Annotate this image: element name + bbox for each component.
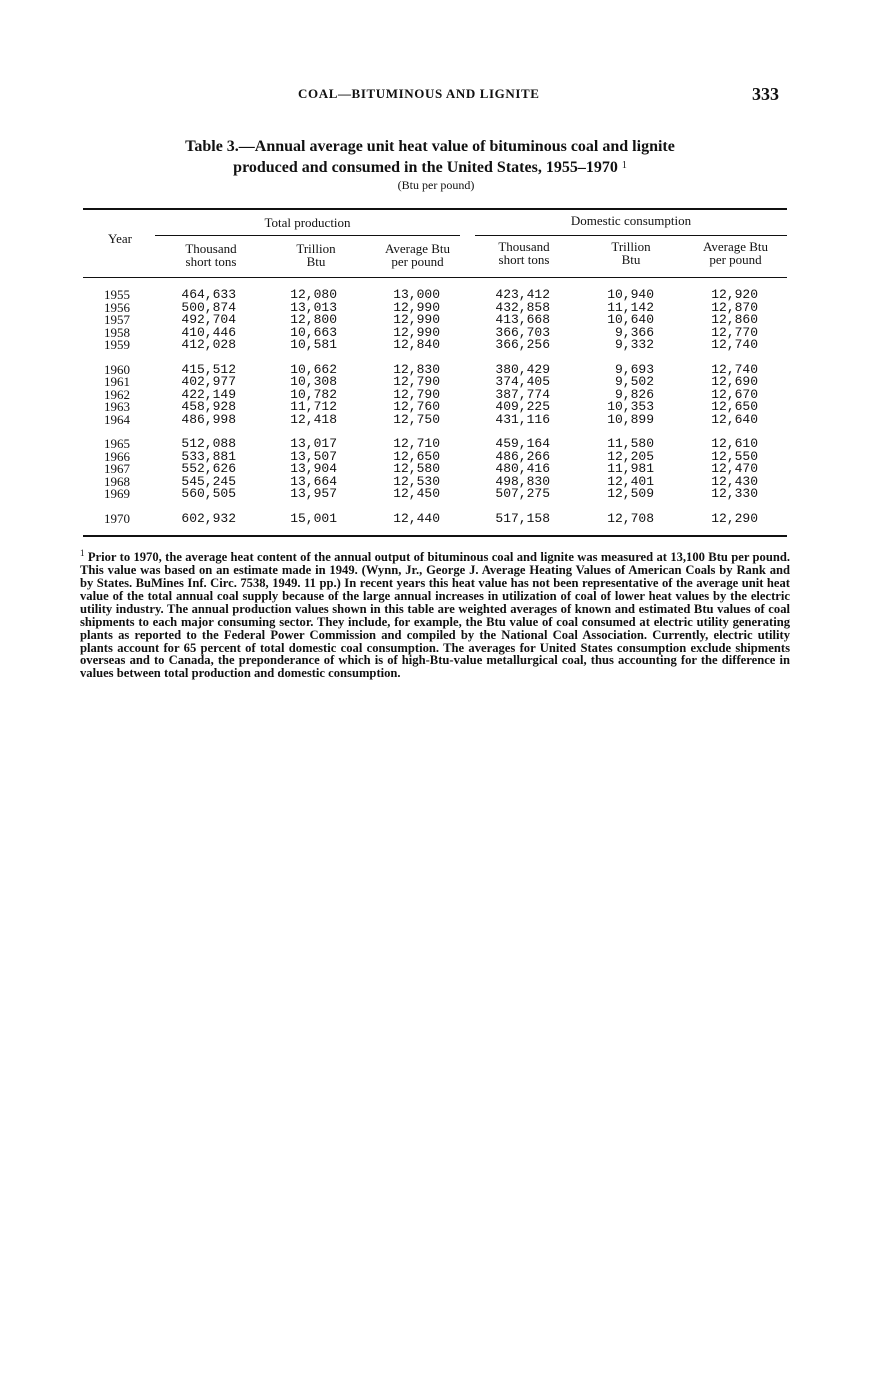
table-units: (Btu per pound) <box>397 178 475 192</box>
cell-prod-avg: 13,000 <box>393 287 440 302</box>
cell-cons-tons: 413,668 <box>495 312 550 328</box>
cell-cons-tons: 431,116 <box>495 411 550 427</box>
cell-cons-avg: 12,640 <box>711 411 758 427</box>
cell-cons-tons: 498,830 <box>495 473 550 489</box>
cell-cons-tons: 366,256 <box>495 337 550 353</box>
cell-prod-btu: 10,581 <box>290 337 337 353</box>
year-cell: 1957 <box>104 312 130 328</box>
col-header-line: per pound <box>709 252 762 267</box>
year-cell: 1965 <box>104 436 130 451</box>
cell-cons-btu: 9,693 <box>614 361 654 377</box>
cell-prod-btu: 10,662 <box>290 361 337 377</box>
cell-cons-avg: 12,740 <box>711 361 758 377</box>
cell-cons-avg: 12,690 <box>711 374 758 390</box>
cell-prod-avg: 12,790 <box>393 374 440 390</box>
col-header-cons-tons <box>478 240 570 266</box>
cell-cons-avg: 12,670 <box>711 386 758 402</box>
cell-prod-tons: 512,088 <box>181 436 236 451</box>
cell-prod-tons: 486,998 <box>181 411 236 427</box>
running-title: COAL—BITUMINOUS AND LIGNITE <box>298 86 540 101</box>
caption-line-2: produced and consumed in the United States, 1955–1970 <box>233 159 618 176</box>
year-cell: 1968 <box>104 473 130 489</box>
year-cell: 1964 <box>104 411 130 427</box>
cell-cons-btu: 12,205 <box>607 448 654 464</box>
cell-cons-btu: 11,142 <box>607 299 654 315</box>
cell-prod-avg: 12,830 <box>393 361 440 377</box>
year-cell: 1958 <box>104 324 130 340</box>
cell-cons-tons: 423,412 <box>495 287 550 302</box>
cell-cons-btu: 12,401 <box>607 473 654 489</box>
year-cell: 1970 <box>104 510 130 526</box>
cell-prod-tons: 422,149 <box>181 386 236 402</box>
col-header-line: Average Btu <box>384 241 451 256</box>
year-cell: 1967 <box>104 461 130 477</box>
cell-prod-btu: 13,664 <box>290 473 337 489</box>
col-header-line: Btu <box>306 254 326 269</box>
cell-cons-btu: 12,708 <box>607 510 654 526</box>
table-footnote <box>80 547 790 680</box>
cell-cons-btu: 12,509 <box>607 486 654 502</box>
year-cell: 1955 <box>104 287 130 302</box>
cell-prod-btu: 13,957 <box>290 486 337 502</box>
cell-prod-btu: 15,001 <box>290 510 337 526</box>
cell-cons-avg: 12,860 <box>711 312 758 328</box>
cell-cons-tons: 432,858 <box>495 299 550 315</box>
cell-cons-btu: 9,332 <box>614 337 654 353</box>
cell-prod-btu: 13,507 <box>290 448 337 464</box>
cell-prod-tons: 410,446 <box>181 324 236 340</box>
year-cell: 1956 <box>104 299 130 315</box>
caption-line-2-wrap <box>120 156 740 177</box>
cell-cons-btu: 10,353 <box>607 399 654 415</box>
cell-cons-avg: 12,290 <box>711 510 758 526</box>
year-cell: 1962 <box>104 386 130 402</box>
cell-prod-tons: 552,626 <box>181 461 236 477</box>
year-cell: 1969 <box>104 486 130 502</box>
cell-prod-avg: 12,840 <box>393 337 440 353</box>
cell-prod-avg: 12,750 <box>393 411 440 427</box>
table-caption <box>120 137 740 177</box>
cell-cons-avg: 12,610 <box>711 436 758 451</box>
cell-cons-avg: 12,740 <box>711 337 758 353</box>
cell-prod-avg: 12,710 <box>393 436 440 451</box>
total-production-underline <box>155 235 460 236</box>
cell-cons-tons: 387,774 <box>495 386 550 402</box>
cell-prod-avg: 12,990 <box>393 299 440 315</box>
year-cell: 1960 <box>104 361 130 377</box>
cell-prod-avg: 12,530 <box>393 473 440 489</box>
cell-prod-tons: 560,505 <box>181 486 236 502</box>
footnote-mark: 1 <box>80 548 85 558</box>
caption-line-1: Table 3.—Annual average unit heat value of bituminous coal and lignite <box>185 138 675 155</box>
cell-cons-avg: 12,770 <box>711 324 758 340</box>
cell-cons-tons: 517,158 <box>495 510 550 526</box>
cell-cons-btu: 9,502 <box>614 374 654 390</box>
year-cell: 1959 <box>104 337 130 353</box>
total-production-header: Total production <box>264 215 351 230</box>
year-cell: 1963 <box>104 399 130 415</box>
year-cell: 1966 <box>104 448 130 464</box>
cell-prod-avg: 12,990 <box>393 324 440 340</box>
cell-prod-btu: 13,013 <box>290 299 337 315</box>
cell-cons-btu: 11,981 <box>607 461 654 477</box>
cell-cons-avg: 12,430 <box>711 473 758 489</box>
cell-prod-avg: 12,790 <box>393 386 440 402</box>
cell-prod-tons: 458,928 <box>181 399 236 415</box>
cell-cons-btu: 10,940 <box>607 287 654 302</box>
cell-cons-tons: 409,225 <box>495 399 550 415</box>
col-header-prod-avg <box>365 242 470 268</box>
cell-prod-btu: 10,663 <box>290 324 337 340</box>
col-header-line: Thousand <box>498 239 550 254</box>
col-header-line: Btu <box>621 252 641 267</box>
cell-cons-avg: 12,650 <box>711 399 758 415</box>
cell-cons-avg: 12,470 <box>711 461 758 477</box>
cell-prod-avg: 12,450 <box>393 486 440 502</box>
cell-prod-avg: 12,440 <box>393 510 440 526</box>
cell-cons-tons: 507,275 <box>495 486 550 502</box>
cell-cons-btu: 10,899 <box>607 411 654 427</box>
table-top-rule <box>83 208 787 210</box>
year-header: Year <box>108 231 132 246</box>
year-cell: 1961 <box>104 374 130 390</box>
col-header-cons-btu <box>590 240 672 266</box>
cell-cons-avg: 12,870 <box>711 299 758 315</box>
cell-prod-tons: 464,633 <box>181 287 236 302</box>
cell-cons-tons: 366,703 <box>495 324 550 340</box>
cell-prod-tons: 533,881 <box>181 448 236 464</box>
running-head <box>0 84 872 106</box>
cell-prod-btu: 10,782 <box>290 386 337 402</box>
col-header-line: short tons <box>185 254 237 269</box>
cell-cons-avg: 12,920 <box>711 287 758 302</box>
caption-footnote-mark: 1 <box>621 160 627 171</box>
cell-prod-btu: 11,712 <box>290 399 337 415</box>
cell-prod-btu: 12,080 <box>290 287 337 302</box>
col-header-line: Average Btu <box>702 239 769 254</box>
cell-cons-tons: 486,266 <box>495 448 550 464</box>
domestic-consumption-header: Domestic consumption <box>570 213 692 228</box>
cell-cons-btu: 9,366 <box>614 324 654 340</box>
col-header-line: per pound <box>391 254 444 269</box>
cell-cons-tons: 480,416 <box>495 461 550 477</box>
cell-prod-tons: 602,932 <box>181 510 236 526</box>
cell-prod-avg: 12,650 <box>393 448 440 464</box>
footnote-text: Prior to 1970, the average heat content of the annual output of bituminous coal and lignite was measured at 13,100 Btu per pound. This value was based on an estimate made in 1949. (Wynn, Jr., George J. Average Heating Values of American Coals by Rank and by States. BuMines Inf. Circ. 7538, 1949. 11 pp.) In recent years this heat value has not been representative of the average unit heat value of the total annual coal supply because of the large annual increases in utilization of coal of lower heat values by the electric utility industry. The annual production values shown in this table are weighted averages of known and estimated Btu values of coal shipments to each major consuming sector. They include, for example, the Btu value of coal consumed at electric utility generating plants as reported to the Federal Power Commission and compiled by the National Coal Association. Currently, electric utility plants account for 65 percent of total domestic coal consumption. The averages for United States consumption exclude shipments overseas and to Canada, the preponderance of which is of high-Btu-value metallurgical coal, thus accounting for the difference in values between total production and domestic consumption. <box>80 550 790 681</box>
col-header-line: short tons <box>498 252 550 267</box>
cell-prod-btu: 13,017 <box>290 436 337 451</box>
cell-cons-avg: 12,550 <box>711 448 758 464</box>
cell-prod-avg: 12,990 <box>393 312 440 328</box>
cell-prod-tons: 415,512 <box>181 361 236 377</box>
cell-prod-btu: 12,800 <box>290 312 337 328</box>
col-header-prod-btu <box>275 242 357 268</box>
cell-prod-avg: 12,580 <box>393 461 440 477</box>
cell-prod-tons: 492,704 <box>181 312 236 328</box>
col-header-line: Trillion <box>611 239 651 254</box>
cell-prod-avg: 12,760 <box>393 399 440 415</box>
cell-prod-btu: 10,308 <box>290 374 337 390</box>
cell-cons-btu: 10,640 <box>607 312 654 328</box>
table-bottom-rule <box>83 535 787 537</box>
cell-cons-tons: 459,164 <box>495 436 550 451</box>
col-header-prod-tons <box>165 242 257 268</box>
cell-cons-tons: 374,405 <box>495 374 550 390</box>
col-header-cons-avg <box>683 240 788 266</box>
cell-prod-tons: 545,245 <box>181 473 236 489</box>
cell-prod-tons: 412,028 <box>181 337 236 353</box>
domestic-consumption-underline <box>475 235 787 236</box>
cell-prod-btu: 12,418 <box>290 411 337 427</box>
col-header-line: Thousand <box>185 241 237 256</box>
header-bottom-rule <box>83 277 787 278</box>
cell-cons-avg: 12,330 <box>711 486 758 502</box>
page-number: 333 <box>752 84 779 104</box>
cell-cons-btu: 11,580 <box>607 436 654 451</box>
col-header-line: Trillion <box>296 241 336 256</box>
cell-cons-tons: 380,429 <box>495 361 550 377</box>
cell-cons-btu: 9,826 <box>614 386 654 402</box>
cell-prod-btu: 13,904 <box>290 461 337 477</box>
cell-prod-tons: 500,874 <box>181 299 236 315</box>
cell-prod-tons: 402,977 <box>181 374 236 390</box>
